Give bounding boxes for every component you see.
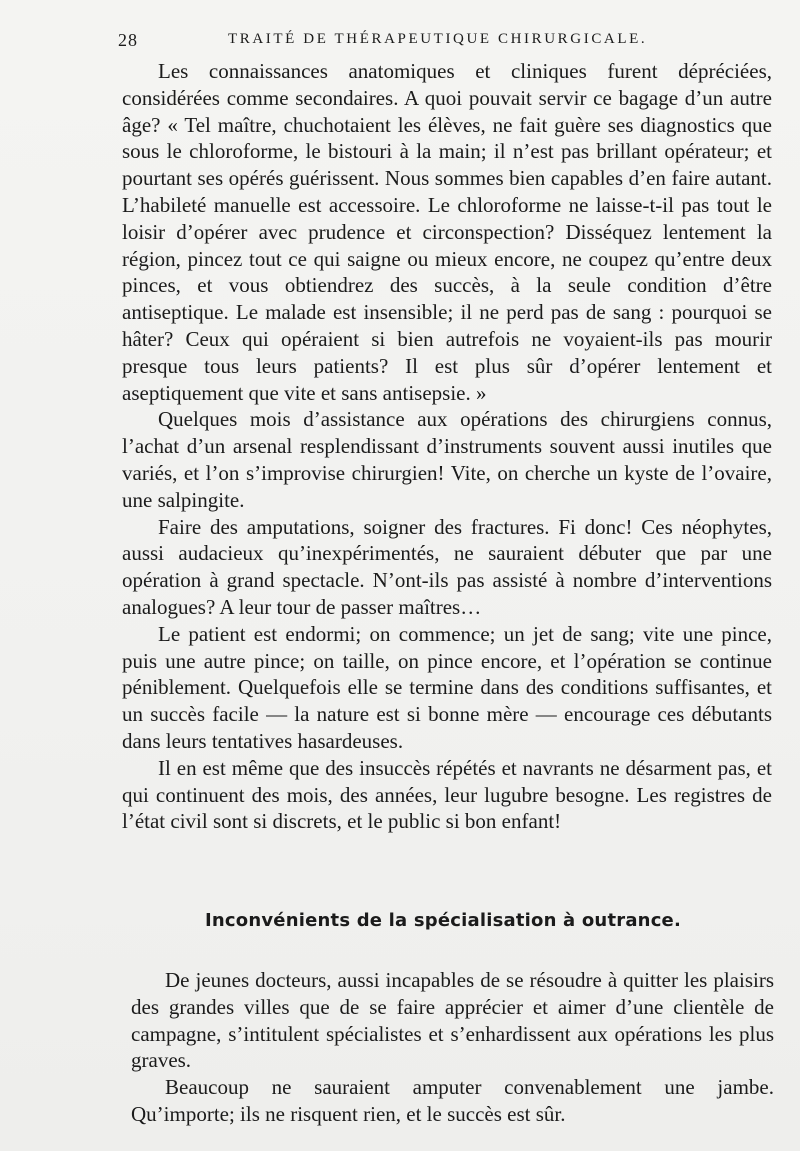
paragraph: Il en est même que des insuccès répétés et navrants ne désarment pas, et qui continuent des mois, des années, leur lugubre besogne. Les registres de l’état civil sont si discrets, et le public si bon enfant!: [122, 755, 772, 834]
paragraph: Quelques mois d’assistance aux opérations des chirurgiens connus, l’achat d’un arsenal resplendissant d’instruments souvent aussi inutiles que variés, et l’on s’improvise chirurgien! Vite, on cherche un kyste de l’ovaire, une salpingite.: [122, 407, 772, 512]
page-number: 28: [118, 30, 138, 50]
section-heading: Inconvénients de la spécialisation à outrance.: [205, 910, 682, 931]
paragraph: Le patient est endormi; on commence; un jet de sang; vite une pince, puis une autre pince; on taille, on pince encore, et l’opération se continue péniblement. Quelquefois elle se termine dans des conditions suffisantes, et un succès facile — la nature est si bonne mère — encourage ces débutants dans leurs tentatives hasardeuses.: [122, 621, 772, 753]
page-header: [118, 24, 780, 52]
paragraph: Beaucoup ne sauraient amputer convenablement une jambe. Qu’importe; ils ne risquent rien, et le succès est sûr.: [131, 1075, 774, 1126]
section-text: [131, 967, 774, 1128]
paragraph: Faire des amputations, soigner des fractures. Fi donc! Ces néophytes, aussi audacieux qu’inexpérimentés, ne sauraient débuter que par une opération à grand spectacle. N’ont-ils pas assisté à nombre d’interventions analogues? A leur tour de passer maîtres…: [122, 514, 772, 619]
paragraph: Les connaissances anatomiques et cliniques furent dépréciées, considérées comme secondaires. A quoi pouvait servir ce bagage d’un autre âge? « Tel maître, chuchotaient les élèves, ne fait guère ses diagnostics que sous le chloroforme, le bistouri à la main; il n’est pas brillant opérateur; et pourtant ses opérés guérissent. Nous sommes bien capables d’en faire autant. L’habileté manuelle est accessoire. Le chloroforme ne laisse-t-il pas tout le loisir d’opérer avec prudence et circonspection? Disséquez lentement la région, pincez tout ce qui saigne ou mieux encore, ne coupez qu’entre deux pinces, et vous obtiendrez des succès, à la seule condition d’être antiseptique. Le malade est insensible; il ne perd pas de sang : pourquoi se hâter? Ceux qui opéraient si bien autrefois ne voyaient-ils pas mourir presque tous leurs patients? Il est plus sûr d’opérer lentement et aseptiquement que vite et sans antisepsie. »: [122, 59, 772, 405]
running-title: TRAITÉ DE THÉRAPEUTIQUE CHIRURGICALE.: [228, 31, 648, 47]
main-text: [122, 58, 772, 835]
paragraph: De jeunes docteurs, aussi incapables de se résoudre à quitter les plaisirs des grandes villes que de se faire apprécier et aimer d’une clientèle de campagne, s’intitulent spécialistes et s’enhardissent aux opérations les plus graves.: [131, 968, 774, 1073]
